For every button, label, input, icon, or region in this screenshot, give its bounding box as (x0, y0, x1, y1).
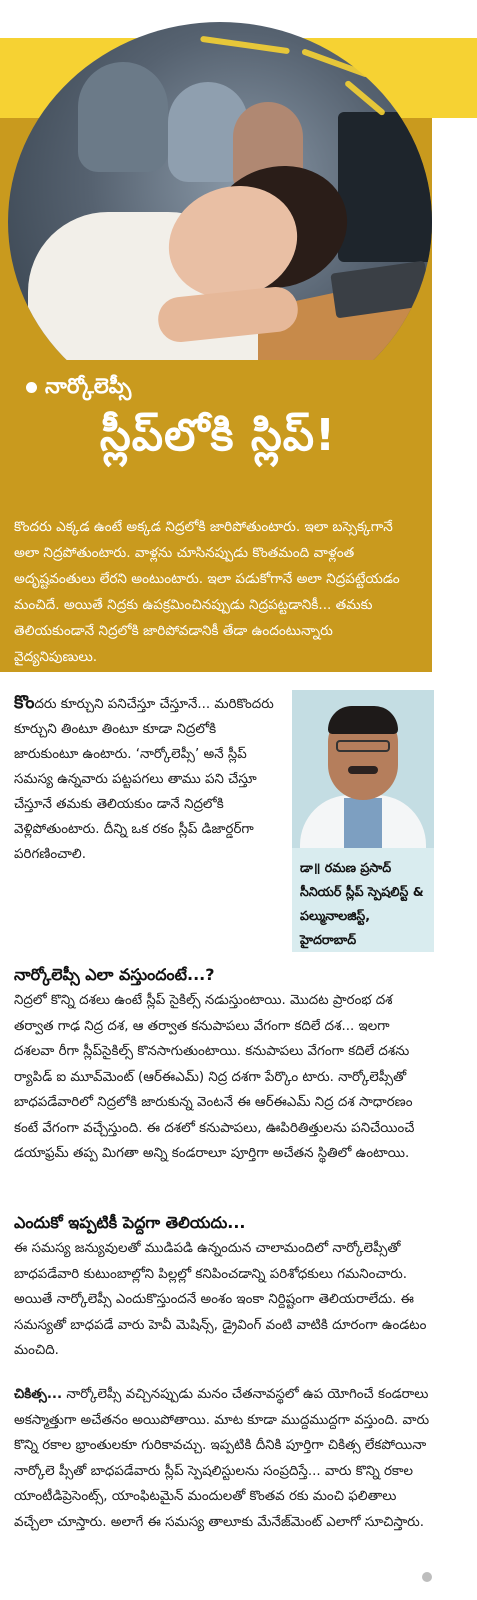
doctor-hair (328, 706, 398, 734)
doctor-glasses (336, 740, 390, 752)
section-lead: చికిత్స... (14, 1387, 63, 1402)
bullet-icon (26, 382, 37, 393)
doctor-shirt (344, 798, 382, 848)
section-text: నార్కోలెప్సీ వచ్చినప్పుడు మనం చేతనావస్థలో ఉప యోగించే కండరాలు అకస్మాత్తుగా అచేతనం అయిపోతాయి. మాట కూడా ముద్దముద్దగా వస్తుంది. వారు కొన్ని రకాల భ్రాంతులకూ గురికావచ్చు. ఇప్పటికి దీనికి పూర్తిగా చికిత్స లేకపోయినా నార్కోలె ప్సీతో బాధపడేవారు స్లీప్ స్పెషలిస్టులను సంప్రదిస్తే... వారు కొన్ని రకాల యాంటీడిప్రెసెంట్స్, యాంఫిటమైన్ మందులతో కొంతవ రకు మంచి ఫలితాలు వచ్చేలా చూస్తారు. అలాగే ఈ సమస్య తాలూకు మేనేజ్‌మెంట్ ఎలాగో సూచిస్తారు. (14, 1387, 430, 1530)
category-text: నార్కోలెప్సీ (45, 374, 132, 398)
drop-word: కొం (14, 692, 35, 713)
opening-paragraph (14, 690, 284, 867)
opening-text: దరు కూర్చుని పనిచేస్తూ చేస్తూనే... మరికొందరు కూర్చుని తింటూ తింటూ కూడా నిద్రలోకి జారుకుంటూ ఉంటారు. ‘నార్కోలెప్సీ’ అనే స్లీప్ సమస్య ఉన్నవారు పట్టపగలు తాము పని చేస్తూ చేస్తూనే తమకు తెలియకుం డానే నిద్రలోకి వెళ్లిపోతుంటారు. దీన్ని ఒక రకం స్లీప్ డిజార్డర్‌గా పరిగణించాలి. (14, 697, 274, 862)
background-student-1 (78, 62, 168, 172)
doctor-city: హైదరాబాద్ (300, 932, 357, 947)
section-heading: నార్కోలెప్సీ ఎలా వస్తుందంటే...? (14, 965, 215, 984)
title-block (0, 360, 432, 672)
section-text: నిద్రలో కొన్ని దశలు ఉంటే స్లీప్ సైకిల్స్ నడుస్తుంటాయి. మొదట ప్రారంభ దశ తర్వాత గాఢ నిద్ర దశ, ఆ తర్వాత కనుపాపలు వేగంగా కదిలే దశ... ఇలగా దశలవా రీగా స్లీప్‌సైకిల్స్ కొనసాగుతుంటాయి. కనుపాపలు వేగంగా కదిలే దశను ర్యాపిడ్ ఐ మూవ్‌మెంట్ (ఆర్‌ఈఎమ్) నిద్ర దశగా పేర్కొం టారు. నార్కోలెప్సీతో బాధపడేవారిలో నిద్రలోకి జారుకున్న వెంటనే ఈ ఆర్‌ఈఎమ్ నిద్ర దశ సాధారణం కంటే వేగంగా వచ్చేస్తుంది. ఈ దశలో కనుపాపలు, ఊపిరితిత్తులను పనిచేయించే డయాఫ్రమ్ తప్ప మిగతా అన్ని కండరాలూ పూర్తిగా అచేతన స్థితిలో ఉంటాయి. (14, 993, 415, 1161)
section-how-it-comes (14, 962, 434, 1167)
intro-paragraph: కొందరు ఎక్కడ ఉంటే అక్కడ నిద్రలోకి జారిపోతుంటారు. ఇలా బస్సెక్కగానే అలా నిద్రపోతుంటారు. వాళ్లను చూసినప్పుడు కొంతమంది వాళ్లంత అదృష్టవంతులు లేరని అంటుంటారు. ఇలా పడుకోగానే అలా నిద్రపట్టేయడం మంచిదే. అయితే నిద్రకు ఉపక్రమించినప్పుడు నిద్రపట్టడానికీ... తమకు తెలియకుండానే నిద్రలోకి జారిపోవడానికీ తేడా ఉందంటున్నారు వైద్యనిపుణులు. (14, 519, 400, 665)
doctor-box (292, 690, 434, 952)
doctor-title: సీనియర్ స్లీప్ స్పెషలిస్ట్ & పల్మునాలజిస్ట్, (300, 884, 424, 923)
section-treatment (14, 1382, 434, 1535)
doctor-photo (292, 690, 434, 848)
computer-monitor (338, 112, 432, 262)
category-label (26, 374, 131, 404)
section-text: ఈ సమస్య జన్యువులతో ముడిపడి ఉన్నందున చాలామందిలో నార్కోలెప్సీతో బాధపడేవారి కుటుంబాల్లోని పిల్లల్లో కనిపించడాన్ని పరిశోధకులు గమనించారు. అయితే నార్కోలెప్సీ ఎందుకొస్తుందనే అంశం ఇంకా నిర్దిష్టంగా తెలియరాలేదు. ఈ సమస్యతో బాధపడే వారు హెవీ మెషిన్స్, డ్రైవింగ్ వంటి వాటికి దూరంగా ఉండటం మంచిది. (14, 1241, 427, 1358)
headline: స్లీప్‌లోకి స్లిప్! (99, 410, 337, 461)
doctor-moustache (348, 766, 378, 774)
section-unknown-cause (14, 1210, 434, 1364)
section-heading: ఎందుకో ఇప్పటికీ పెద్దగా తెలియదు... (14, 1213, 246, 1232)
doctor-name: డా॥ రమణ ప్రసాద్ (300, 860, 392, 875)
doctor-caption (300, 856, 430, 952)
end-mark-icon (422, 1572, 432, 1582)
section-text-wrap (14, 1382, 434, 1535)
